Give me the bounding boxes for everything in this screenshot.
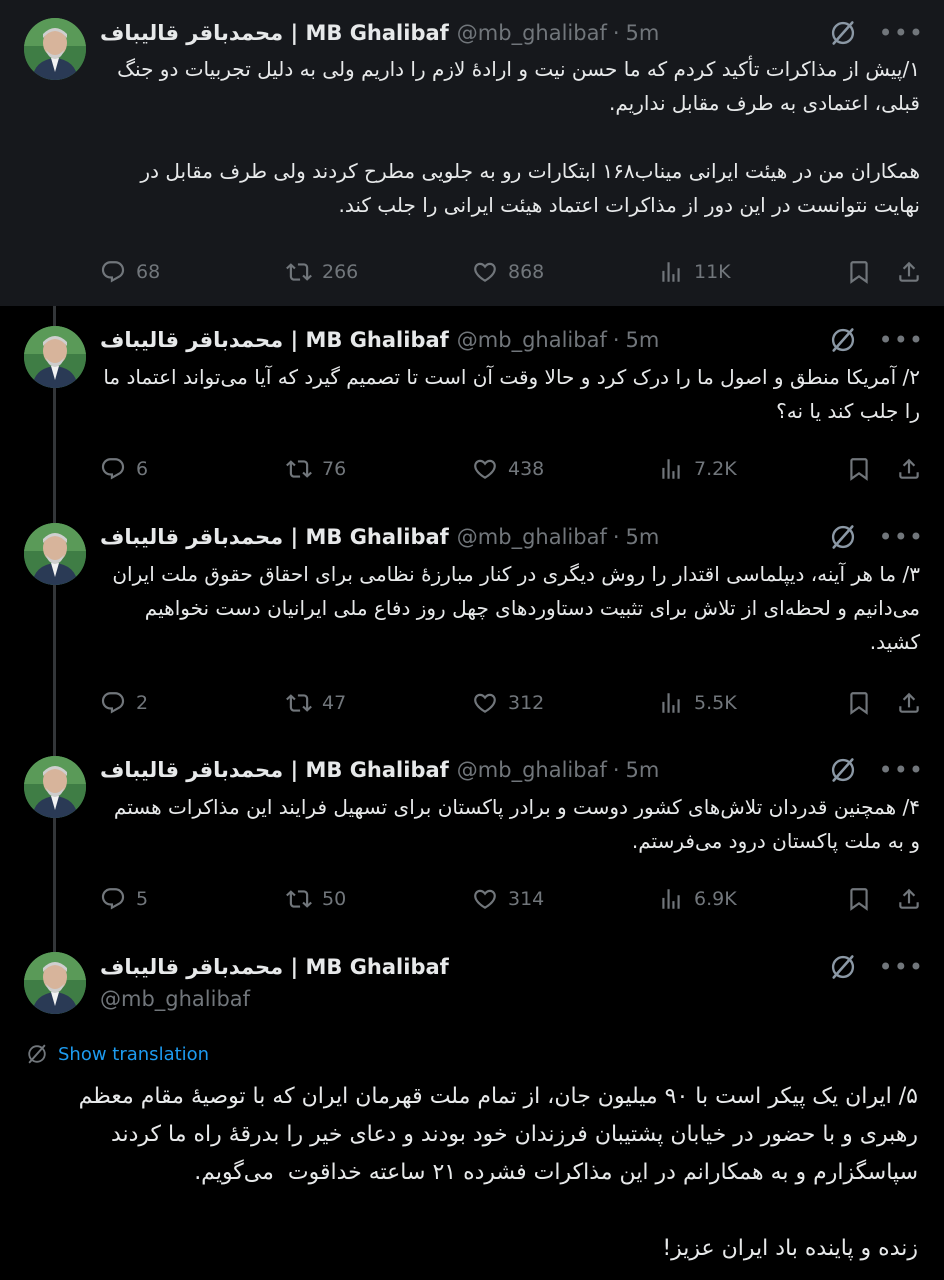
grok-icon[interactable] [829, 953, 857, 981]
share-icon [896, 886, 922, 912]
share-button[interactable] [896, 254, 922, 290]
tweet-header: محمدباقر قالیباف | MB Ghalibaf @mb_ghalibaf · 5m ••• [100, 19, 924, 47]
reply-button[interactable] [100, 685, 148, 721]
tweet-actions [100, 451, 924, 487]
reply-icon [100, 456, 126, 482]
share-button[interactable] [896, 451, 922, 487]
views-icon [658, 886, 684, 912]
views-count: 7.2K [694, 458, 737, 480]
like-button[interactable] [472, 685, 544, 721]
more-icon[interactable]: ••• [878, 19, 924, 47]
tweet-time[interactable]: 5m [625, 758, 660, 782]
author-name[interactable]: محمدباقر قالیباف | MB Ghalibaf [100, 525, 449, 549]
repost-button[interactable] [286, 451, 346, 487]
more-icon[interactable]: ••• [878, 523, 924, 551]
author-handle[interactable]: @mb_ghalibaf [456, 758, 607, 782]
grok-icon[interactable] [829, 523, 857, 551]
like-count: 314 [508, 888, 545, 910]
reply-count: 6 [136, 458, 149, 480]
bookmark-icon [846, 886, 872, 912]
bookmark-icon [846, 456, 872, 482]
views-count: 6.9K [694, 888, 737, 910]
tweet-header: محمدباقر قالیباف | MB Ghalibaf @mb_ghalibaf · 5m ••• [100, 523, 924, 551]
repost-button[interactable] [286, 254, 358, 290]
tweet-text: ۴/ همچنین قدردان تلاش‌های کشور دوست و برادر پاکستان برای تسهیل فرایند این مذاکرات هستم و به ملت پاکستان درود می‌فرستم. [107, 795, 920, 853]
like-count: 312 [508, 692, 545, 714]
thread-tweet-2[interactable] [0, 306, 944, 506]
grok-icon[interactable] [829, 19, 857, 47]
bookmark-button[interactable] [846, 451, 872, 487]
avatar[interactable] [24, 18, 86, 80]
reply-button[interactable] [100, 254, 160, 290]
author-name[interactable]: محمدباقر قالیباف | MB Ghalibaf [100, 328, 449, 352]
more-icon[interactable]: ••• [878, 953, 924, 981]
tweet-header: محمدباقر قالیباف | MB Ghalibaf @mb_ghalibaf · 5m ••• [100, 326, 924, 354]
author-handle[interactable]: @mb_ghalibaf [456, 525, 607, 549]
views-button[interactable] [658, 685, 737, 721]
show-translation-label: Show translation [58, 1043, 210, 1065]
like-button[interactable] [472, 451, 544, 487]
avatar[interactable] [24, 756, 86, 818]
repost-icon [286, 886, 312, 912]
share-icon [896, 456, 922, 482]
heart-icon [472, 456, 498, 482]
bookmark-icon [846, 259, 872, 285]
reply-icon [100, 886, 126, 912]
tweet-header: محمدباقر قالیباف | MB Ghalibaf @mb_ghalibaf · 5m ••• [100, 756, 924, 784]
repost-button[interactable] [286, 685, 346, 721]
tweet-header [100, 950, 924, 984]
tweet-time[interactable]: 5m [625, 525, 660, 549]
views-button[interactable] [658, 254, 731, 290]
heart-icon [472, 886, 498, 912]
thread-tweet-4[interactable] [0, 738, 944, 938]
repost-count: 47 [322, 692, 347, 714]
tweet-text: ۲/ آمریکا منطق و اصول ما را درک کرد و حالا وقت آن است تا تصمیم گیرد که آیا می‌تواند اعتماد ما را جلب کند یا نه؟ [96, 365, 920, 423]
repost-icon [286, 456, 312, 482]
reply-count: 2 [136, 692, 149, 714]
tweet-time[interactable]: 5m [625, 21, 660, 45]
main-tweet-text: ۵/ ایران یک پیکر است با ۹۰ میلیون جان، از تمام ملت قهرمان ایران که با توصیهٔ مقام معظم رهبری و با حضور در خیابان پشتیبان فرزندان خود بودند و دعای خیر را بدرقهٔ راه ما کردند سپاسگزارم و به همکارانم در این مذاکرات فشرده ۲۱ ساعته خداقوت می‌گویم. زنده و پاینده باد ایران عزیز! [78, 1084, 918, 1261]
views-icon [658, 259, 684, 285]
like-count: 438 [508, 458, 545, 480]
views-count: 11K [694, 261, 731, 283]
share-button[interactable] [896, 881, 922, 917]
author-handle[interactable]: @mb_ghalibaf [456, 328, 607, 352]
reply-count: 5 [136, 888, 149, 910]
views-button[interactable] [658, 451, 737, 487]
show-translation-link[interactable] [26, 1043, 209, 1065]
repost-button[interactable] [286, 881, 346, 917]
views-icon [658, 690, 684, 716]
more-icon[interactable]: ••• [878, 326, 924, 354]
like-button[interactable] [472, 881, 544, 917]
tweet-subheader [100, 982, 924, 1016]
share-button[interactable] [896, 685, 922, 721]
repost-icon [286, 259, 312, 285]
tweet-text: ۱/پیش از مذاکرات تأکید کردم که ما حسن نیت و ارادهٔ لازم را داریم ولی به دلیل تجربیات دو جنگ قبلی، اعتمادی به طرف مقابل نداریم. همکاران من در هیئت ایرانی میناب۱۶۸ ابتکارات رو به جلویی مطرح کردند ولی طرف مقابل در نهایت نتوانست در این دور از مذاکرات اعتماد هیئت ایرانی را جلب کند. [117, 57, 920, 217]
avatar[interactable] [24, 523, 86, 585]
repost-icon [286, 690, 312, 716]
reply-button[interactable] [100, 881, 148, 917]
avatar[interactable] [24, 326, 86, 388]
avatar[interactable] [24, 952, 86, 1014]
bookmark-button[interactable] [846, 685, 872, 721]
thread-tweet-1[interactable] [0, 0, 944, 306]
bookmark-button[interactable] [846, 254, 872, 290]
grok-icon[interactable] [829, 756, 857, 784]
like-button[interactable] [472, 254, 544, 290]
share-icon [896, 690, 922, 716]
like-count: 868 [508, 261, 545, 283]
author-name[interactable]: محمدباقر قالیباف | MB Ghalibaf [100, 758, 449, 782]
tweet-time[interactable]: 5m [625, 328, 660, 352]
author-handle[interactable]: @mb_ghalibaf [456, 21, 607, 45]
share-icon [896, 259, 922, 285]
bookmark-icon [846, 690, 872, 716]
author-name[interactable]: محمدباقر قالیباف | MB Ghalibaf [100, 955, 449, 979]
reply-icon [100, 690, 126, 716]
tweet-text: ۳/ ما هر آینه، دیپلماسی اقتدار را روش دیگری در کنار مبارزهٔ نظامی برای احقاق حقوق ملت ایران می‌دانیم و لحظه‌ای از تلاش برای تثبیت دستاوردهای چهل روز دفاع ملی ایرانیان دست نخواهیم کشید. [105, 562, 920, 654]
heart-icon [472, 690, 498, 716]
views-count: 5.5K [694, 692, 737, 714]
author-name[interactable]: محمدباقر قالیباف | MB Ghalibaf [100, 21, 449, 45]
tweet-actions [100, 254, 924, 290]
more-icon[interactable]: ••• [878, 756, 924, 784]
tweet-actions [100, 881, 924, 917]
translate-icon [26, 1043, 48, 1065]
reply-button[interactable] [100, 451, 148, 487]
thread-tweet-3[interactable] [0, 506, 944, 738]
views-button[interactable] [658, 881, 737, 917]
heart-icon [472, 259, 498, 285]
tweet-actions [100, 685, 924, 721]
author-handle[interactable]: @mb_ghalibaf [100, 987, 251, 1011]
reply-count: 68 [136, 261, 161, 283]
views-icon [658, 456, 684, 482]
grok-icon[interactable] [829, 326, 857, 354]
reply-icon [100, 259, 126, 285]
repost-count: 266 [322, 261, 359, 283]
repost-count: 76 [322, 458, 347, 480]
bookmark-button[interactable] [846, 881, 872, 917]
repost-count: 50 [322, 888, 347, 910]
